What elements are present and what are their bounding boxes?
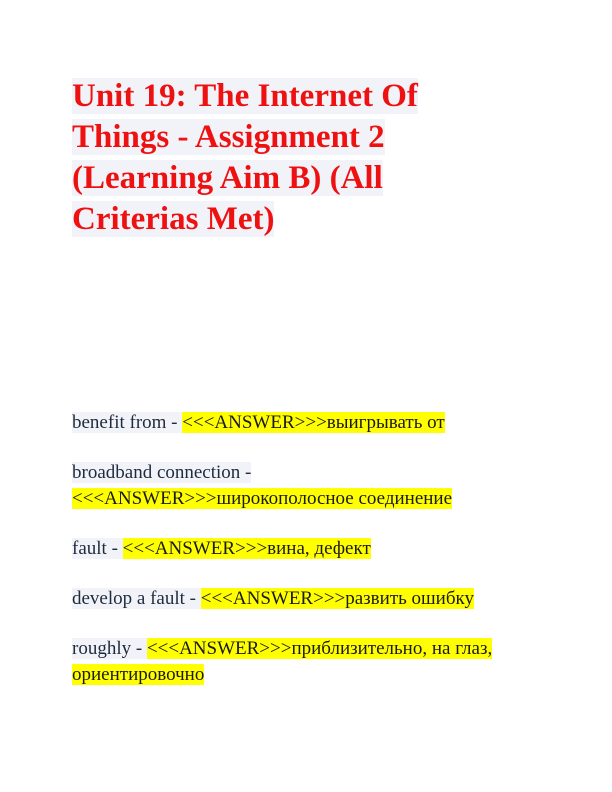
vocabulary-list (72, 410, 552, 712)
entry-term: roughly - (72, 638, 147, 659)
page-title (72, 76, 492, 240)
title-line: (Learning Aim B) (All (72, 160, 383, 196)
title-line: Criterias Met) (72, 201, 275, 237)
entry-term: broadband connection - (72, 462, 252, 483)
entry-answer: <<<ANSWER>>>вина, дефект (122, 538, 371, 559)
vocabulary-entry (72, 536, 552, 562)
title-line: Unit 19: The Internet Of (72, 78, 418, 114)
entry-answer: <<<ANSWER>>>приблизительно, на глаз, ориентировочно (72, 638, 493, 685)
title-line: Things - Assignment 2 (72, 119, 385, 155)
entry-term: benefit from - (72, 412, 183, 433)
entry-answer: <<<ANSWER>>>выигрывать от (182, 412, 445, 433)
entry-answer: <<<ANSWER>>>развить ошибку (200, 588, 474, 609)
vocabulary-entry (72, 460, 552, 512)
vocabulary-entry (72, 586, 552, 612)
entry-term: fault - (72, 538, 123, 559)
entry-term: develop a fault - (72, 588, 201, 609)
vocabulary-entry (72, 410, 552, 436)
entry-answer: <<<ANSWER>>>широкополосное соединение (72, 488, 453, 509)
vocabulary-entry (72, 636, 552, 688)
